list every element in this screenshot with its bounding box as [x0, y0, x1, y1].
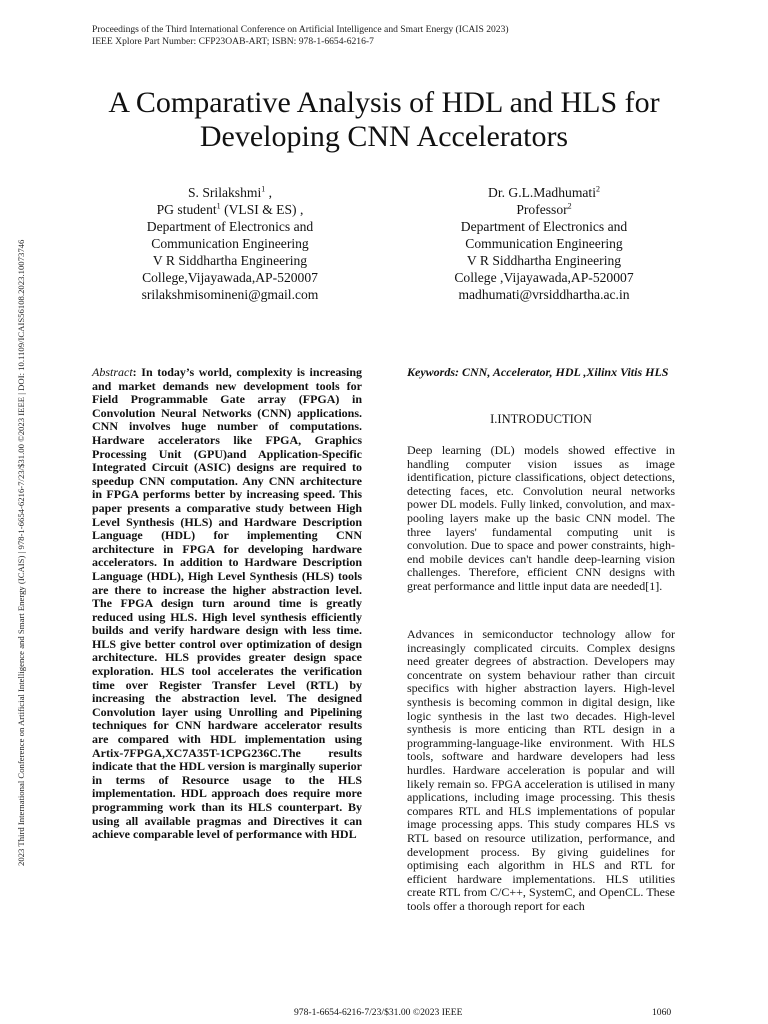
author-2-dept-line-1: Department of Electronics and [460, 219, 628, 234]
paper-title [40, 86, 728, 154]
title-line-1: A Comparative Analysis of HDL and HLS for [108, 86, 660, 119]
section-heading-introduction: I.INTRODUCTION [490, 412, 592, 426]
author-2-dept-line-2: Communication Engineering [465, 236, 623, 251]
author-1-block [80, 184, 380, 303]
page-number: 1060 [652, 1007, 672, 1018]
author-2-block [394, 184, 694, 303]
header-line-2: IEEE Xplore Part Number: CFP23OAB-ART; ISBN: 978-1-6654-6216-7 [92, 36, 374, 47]
footer-copyright: 978-1-6654-6216-7/23/$31.00 ©2023 IEEE [294, 1007, 463, 1018]
header-line-1: Proceedings of the Third International Conference on Artificial Intelligence and Smart Energy (ICAIS 2023) [92, 24, 509, 35]
abstract-label: Abstract [92, 365, 133, 379]
author-2-email: madhumati@vrsiddhartha.ac.in [458, 287, 630, 302]
conference-header [92, 24, 509, 48]
author-2-name: Dr. G.L.Madhumati$^2$ [488, 184, 600, 200]
author-2-inst-line-2: College ,Vijayawada,AP-520007 [454, 270, 634, 285]
keywords: Keywords: CNN, Accelerator, HDL ,Xilinx Vitis HLS [407, 365, 669, 379]
author-1-dept-line-1: Department of Electronics and [146, 219, 314, 234]
author-1-email: srilakshmisomineni@gmail.com [141, 287, 319, 302]
author-1-dept-line-2: Communication Engineering [151, 236, 309, 251]
abstract [92, 366, 362, 842]
abstract-text: : In today’s world, complexity is increasing and market demands new development tools for Field Programmable Gate array (FPGA) in Convolution Neural Networks (CNN) applications. CNN involves huge number of computations. Hardware accelerators like FPGA, Graphics Processing Unit (GPU)and Application-Specific Integrated Circuit (ASIC) designs are required to speedup CNN computation. Any CNN architecture in FPGA performs better by increasing speed. This paper presents a comparative study between High Level Synthesis (HLS) and Hardware Description Language (HDL) for implementing CNN architecture in FPGA for developing hardware accelerators. In addition to Hardware Description Language (HDL), High Level Synthesis (HLS) tools are there to increase the higher abstraction level. The FPGA design turn around time is greatly reduced using HLS. High level synthesis efficiently builds and verify hardware design with less time. HLS give better control over optimization of design architecture. HLS provides greater design space exploration. HLS tool accelerates the verification time over Register Transfer Level (RTL) by increasing the abstraction level. The designed Convolution layer using Unrolling and Pipelining techniques for CNN hardware accelerator results are compared with HDL implementation using Artix-7FPGA,XC7A35T-1CPG236C.The results indicate that the HDL version is marginally superior in terms of Resource usage to the HLS implementation. HDL approach does require more programming work than its HLS counterpart. By using all available pragmas and Directives it can achieve comparable level of performance with HDL [92, 365, 362, 842]
title-line-2: Developing CNN Accelerators [199, 120, 569, 153]
author-2-role: Professor$^2$ [516, 201, 572, 217]
author-1-inst-line-2: College,Vijayawada,AP-520007 [142, 270, 318, 285]
doi-side-note: 2023 Third International Conference on Artificial Intelligence and Smart Energy (ICAIS) | 978-1-6654-6216-7/23/$31.00 ©2023 IEEE | DOI: 10.1109/ICAIS56108.2023.10073746 [16, 239, 26, 866]
author-1-inst-line-1: V R Siddhartha Engineering [152, 253, 308, 268]
author-1-name: S. Srilakshmi$^1$ , [187, 184, 273, 200]
intro-paragraph-1: Deep learning (DL) models showed effective in handling computer vision issues as image identification, picture classifications, object detections, detecting faces, etc. Convolution neural networks power DL models. Fully linked, convolution, and max-pooling layers make up the basic CNN model. The three layers' fundamental computing unit is convolution. Due to space and power constraints, high-end mobile devices can't handle deep-learning vision challenges. Therefore, efficient CNN designs with great performance and little input data are needed[1]. [407, 443, 675, 593]
author-1-role: PG student$^1$ (VLSI & ES) , [156, 201, 304, 217]
author-2-inst-line-1: V R Siddhartha Engineering [466, 253, 622, 268]
intro-paragraph-2: Advances in semiconductor technology allow for increasingly complicated circuits. Complex designs need greater degrees of abstraction. Developers may concentrate on system behaviour rather than circuit specifics with higher abstraction layers. High-level synthesis is becoming common in digital design, like logic synthesis in the last two decades. High-level synthesis is more enticing than RTL design in a programming-language-like environment. With HLS tools, software and hardware developers had less hurdles. Hardware acceleration is popular and will likely remain so. FPGA acceleration is utilised in many applications, including image processing. This thesis compares RTL and HLS implementations of popular image processing apps. This study compares HLS vs RTL based on resource utilization, performance, and development process. By giving guidelines for optimising each algorithm in HLS and RTL for efficient hardware implementations. HLS utilities create RTL from C/C++, SystemC, and OpenCL. These tools offer a thorough report for each [407, 627, 675, 913]
